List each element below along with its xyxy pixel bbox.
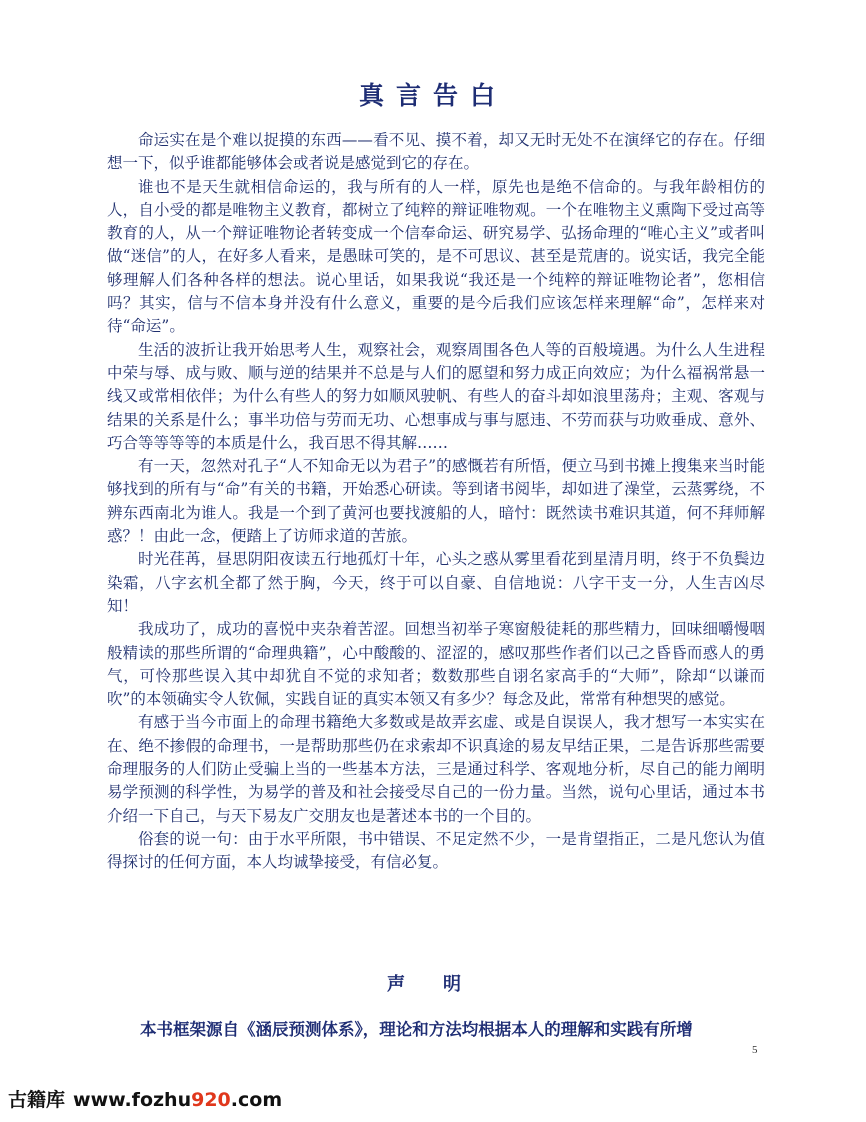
- declaration-title: 声明: [387, 974, 499, 995]
- watermark-digits: 920: [191, 1089, 231, 1111]
- paragraph: 谁也不是天生就相信命运的，我与所有的人一样，原先也是绝不信命的。与我年龄相仿的人，自小受的都是唯物主义教育，都树立了纯粹的辩证唯物观。一个在唯物主义熏陶下受过高等教育的人，从一个辩证唯物论者转变成一个信奉命运、研究易学、弘扬命理的“唯心主义”或者叫做“迷信”的人，在好多人看来，是愚昧可笑的，是不可思议、甚至是荒唐的。说实话，我完全能够理解人们各种各样的想法。说心里话，如果我说“我还是一个纯粹的辩证唯物论者”，您相信吗？其实，信与不信本身并没有什么意义，重要的是今后我们应该怎样来理解“命”，怎样来对待“命运”。: [107, 177, 765, 336]
- page-number: 5: [752, 1044, 758, 1056]
- watermark-suffix: .com: [230, 1089, 283, 1111]
- page-title: 真言告白: [358, 81, 507, 110]
- paragraph: 生活的波折让我开始思考人生，观察社会，观察周围各色人等的百般境遇。为什么人生进程中荣与辱、成与败、顺与逆的结果并不总是与人们的愿望和努力成正向效应；为什么福祸常悬一线又或常相依伴；为什么有些人的努力如顺风驶帆、有些人的奋斗却如浪里荡舟；主观、客观与结果的关系是什么；事半功倍与劳而无功、心想事成与事与愿违、不劳而获与功败垂成、意外、巧合等等等等的本质是什么，我百思不得其解……: [107, 340, 765, 452]
- main-text: [107, 129, 765, 875]
- watermark-site: www.fozhu: [73, 1089, 192, 1111]
- declaration-text: 本书框架源自《涵辰预测体系》，理论和方法均根据本人的理解和实践有所增: [140, 1020, 693, 1039]
- watermark: [8, 1085, 282, 1112]
- paragraph: 有一天，忽然对孔子“人不知命无以为君子”的感慨若有所悟，便立马到书摊上搜集来当时能够找到的所有与“命”有关的书籍，开始悉心研读。等到诸书阅毕，却如进了澡堂，云蒸雾绕，不辨东西南北为谁人。我是一个到了黄河也要找渡船的人，暗忖：既然读书难识其道，何不拜师解惑？！由此一念，便踏上了访师求道的苦旅。: [107, 457, 765, 546]
- paragraph: 有感于当今市面上的命理书籍绝大多数或是故弄玄虚、或是自误误人，我才想写一本实实在在、绝不掺假的命理书，一是帮助那些仍在求索却不识真途的易友早结正果，二是告诉那些需要命理服务的人们防止受骗上当的一些基本方法，三是通过科学、客观地分析，尽自己的能力阐明易学预测的科学性，为易学的普及和社会接受尽自己的一份力量。当然，说句心里话，通过本书介绍一下自己，与天下易友广交朋友也是著述本书的一个目的。: [107, 713, 765, 825]
- paragraph: 时光荏苒，昼思阴阳夜读五行地孤灯十年，心头之惑从雾里看花到星清月明，终于不负鬓边染霜，八字玄机全都了然于胸，今天，终于可以自豪、自信地说：八字干支一分，人生吉凶尽知！: [107, 550, 765, 615]
- paragraph: 命运实在是个难以捉摸的东西——看不见、摸不着，却又无时无处不在演绎它的存在。仔细想一下，似乎谁都能够体会或者说是感觉到它的存在。: [107, 131, 765, 173]
- paragraph: 俗套的说一句：由于水平所限，书中错误、不足定然不少，一是肯望指正，二是凡您认为值得探讨的任何方面，本人均诚挚接受，有信必复。: [107, 829, 765, 872]
- paragraph: 我成功了，成功的喜悦中夹杂着苦涩。回想当初举子寒窗般徒耗的那些精力，回味细嚼慢咽般精读的那些所谓的“命理典籍”，心中酸酸的、涩涩的，感叹那些作者们以己之昏昏而惑人的勇气，可怜那些误入其中却犹自不觉的求知者；数数那些自诩名家高手的“大师”，除却“以谦而吹”的本领确实令人钦佩，实践自证的真实本领又有多少？每念及此，常常有种想哭的感觉。: [107, 620, 765, 709]
- watermark-brand: 古籍库: [8, 1089, 66, 1111]
